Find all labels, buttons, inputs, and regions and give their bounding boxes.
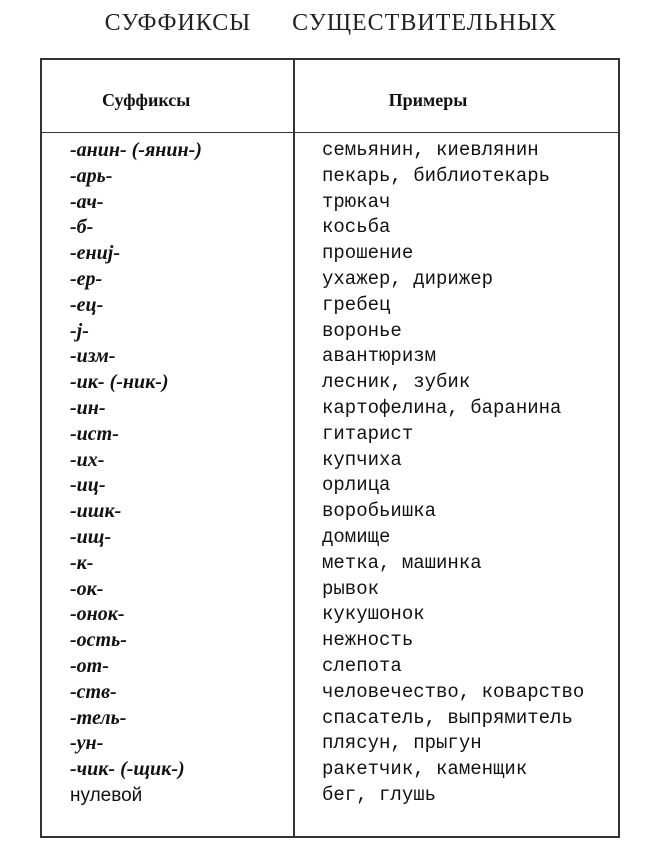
- example-cell: прошение: [322, 242, 414, 265]
- suffix-cell: -к-: [70, 551, 94, 574]
- page-title: СУФФИКСЫ СУЩЕСТВИТЕЛЬНЫХ: [104, 10, 558, 36]
- table-body: [42, 138, 618, 809]
- table-row: [42, 731, 618, 757]
- example-cell: картофелина, баранина: [322, 396, 562, 419]
- suffix-cell: -ениј-: [70, 242, 120, 265]
- suffix-cell: -чик- (-щик-): [70, 758, 185, 781]
- table-row: [42, 448, 618, 474]
- example-cell: семьянин, киевлянин: [322, 139, 539, 161]
- table-row: [42, 628, 618, 654]
- suffix-cell: -анин- (-янин-): [70, 139, 202, 161]
- suffix-cell: -б-: [70, 216, 94, 239]
- example-cell: воронье: [322, 319, 402, 342]
- table-row: [42, 190, 618, 216]
- table-row: [42, 757, 618, 783]
- table-row: [42, 525, 618, 551]
- example-cell: плясун, прыгун: [322, 732, 482, 755]
- table-row: [42, 422, 618, 448]
- table-row: [42, 370, 618, 396]
- suffix-cell: -ищ-: [70, 525, 112, 548]
- example-cell: пекарь, библиотекарь: [322, 164, 551, 187]
- example-cell: спасатель, выпрямитель: [322, 706, 573, 729]
- example-cell: орлица: [322, 474, 391, 497]
- example-cell: домище: [322, 525, 391, 548]
- suffix-cell: -изм-: [70, 345, 116, 368]
- example-cell: купчиха: [322, 448, 402, 471]
- header-suffixes: Суффиксы: [102, 90, 191, 110]
- example-cell: ухажер, дирижер: [322, 267, 494, 290]
- header-divider: [42, 132, 618, 133]
- table-row: [42, 654, 618, 680]
- table-row: [42, 215, 618, 241]
- example-cell: рывок: [322, 577, 380, 600]
- example-cell: воробьишка: [322, 500, 437, 523]
- table-row: [42, 499, 618, 525]
- example-cell: слепота: [322, 654, 402, 677]
- suffix-cell: -ј-: [70, 319, 89, 342]
- suffix-cell: -ишк-: [70, 500, 122, 523]
- example-cell: гитарист: [322, 422, 414, 445]
- table-row: [42, 783, 618, 809]
- suffix-cell: нулевой: [70, 784, 143, 806]
- suffix-cell: -ств-: [70, 680, 117, 703]
- header-examples: Примеры: [388, 90, 468, 110]
- table-row: [42, 680, 618, 706]
- suffix-table: [40, 58, 620, 838]
- suffix-cell: -тель-: [70, 706, 127, 729]
- example-cell: метка, машинка: [322, 551, 482, 574]
- example-cell: кукушонок: [322, 603, 425, 626]
- suffix-cell: -ер-: [70, 267, 103, 290]
- table-row: [42, 577, 618, 603]
- table-row: [42, 267, 618, 293]
- table-row: [42, 396, 618, 422]
- suffix-cell: -ач-: [70, 190, 104, 213]
- example-cell: человечество, коварство: [322, 680, 585, 703]
- suffix-cell: -от-: [70, 654, 109, 677]
- example-cell: трюкач: [322, 190, 391, 213]
- suffix-cell: -их-: [70, 448, 105, 471]
- suffix-cell: -иц-: [70, 474, 106, 497]
- example-cell: лесник, зубик: [322, 371, 471, 394]
- example-cell: ракетчик, каменщик: [322, 758, 528, 781]
- suffix-cell: -ун-: [70, 732, 104, 755]
- example-cell: косьба: [322, 216, 391, 239]
- suffix-cell: -ин-: [70, 396, 106, 419]
- table-row: [42, 473, 618, 499]
- table-row: [42, 551, 618, 577]
- table-row: [42, 706, 618, 732]
- suffix-cell: -ист-: [70, 422, 119, 445]
- example-cell: бег, глушь: [322, 783, 437, 806]
- table-row: [42, 241, 618, 267]
- suffix-cell: -ок-: [70, 577, 104, 600]
- suffix-cell: -онок-: [70, 603, 125, 626]
- table-row: [42, 164, 618, 190]
- example-cell: авантюризм: [322, 345, 437, 368]
- suffix-cell: -ец-: [70, 293, 104, 316]
- suffix-cell: -ик- (-ник-): [70, 371, 169, 394]
- table-row: [42, 138, 618, 164]
- example-cell: нежность: [322, 629, 414, 652]
- suffix-cell: -арь-: [70, 164, 113, 187]
- table-row: [42, 319, 618, 345]
- suffix-cell: -ость-: [70, 629, 127, 652]
- table-row: [42, 344, 618, 370]
- example-cell: гребец: [322, 293, 391, 316]
- table-row: [42, 293, 618, 319]
- table-row: [42, 602, 618, 628]
